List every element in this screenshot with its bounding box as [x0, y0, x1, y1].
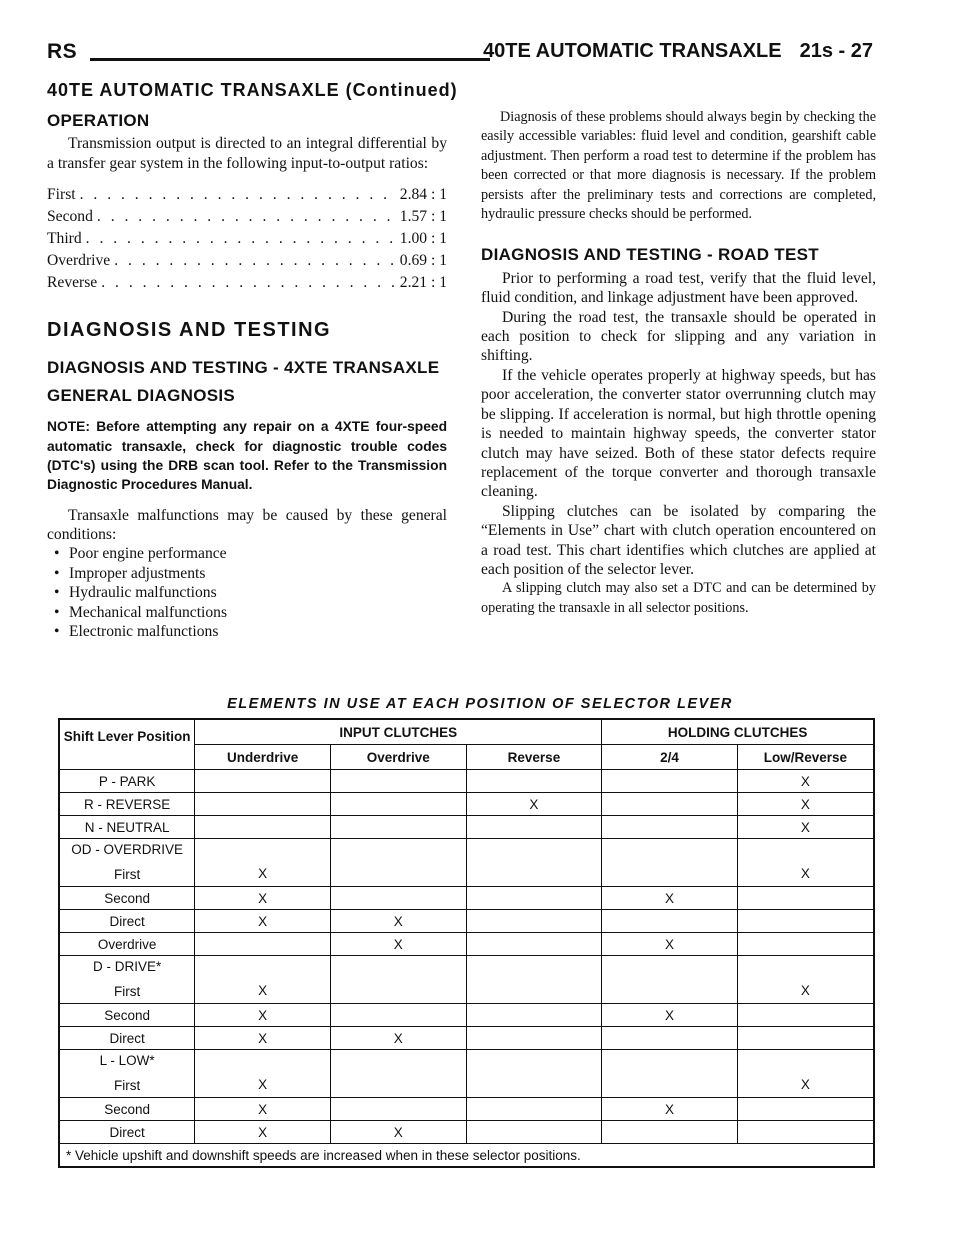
diagnosis-subheading-2: GENERAL DIAGNOSIS	[47, 386, 236, 406]
column-header: Low/Reverse	[737, 745, 874, 770]
gear-ratio: 2.84 : 1	[399, 186, 447, 204]
element-cell	[466, 816, 602, 839]
element-cell: X	[602, 887, 737, 910]
element-cell	[737, 1050, 874, 1098]
table-row	[59, 910, 874, 933]
element-cell: X	[195, 1121, 331, 1144]
column-header: Reverse	[466, 745, 602, 770]
element-cell	[602, 1050, 737, 1098]
table-row	[59, 933, 874, 956]
list-item: • Mechanical malfunctions	[47, 603, 447, 622]
element-cell	[330, 793, 466, 816]
column-header: 2/4	[602, 745, 737, 770]
element-cell	[330, 839, 466, 887]
element-cell	[330, 816, 466, 839]
header-manual-title: 40TE AUTOMATIC TRANSAXLE	[483, 40, 782, 62]
element-mark: X	[800, 1077, 810, 1092]
road-test-p5: A slipping clutch may also set a DTC and can be determined by operating the transaxle in all selector positions.	[481, 580, 876, 616]
list-item: • Hydraulic malfunctions	[47, 583, 447, 602]
gear-name: Overdrive	[47, 252, 111, 270]
element-cell: X	[195, 910, 331, 933]
element-cell	[466, 1050, 602, 1098]
gear-ratio-row	[47, 251, 447, 273]
element-cell: X	[330, 1121, 466, 1144]
element-cell	[466, 910, 602, 933]
element-cell: X	[602, 1004, 737, 1027]
position-cell: Second	[59, 1098, 195, 1121]
element-cell: X	[330, 933, 466, 956]
gear-ratio-row	[47, 229, 447, 251]
gear-name: Third	[47, 230, 82, 248]
right-column	[481, 108, 876, 618]
road-test-p4: Slipping clutches can be isolated by comparing the “Elements in Use” chart with clutch operation encountered on a road test. This chart identifies which clutches are applied at each position of the selector lever.	[481, 502, 876, 578]
gear-ratio: 2.21 : 1	[399, 274, 447, 292]
list-item: • Improper adjustments	[47, 564, 447, 583]
position-cell	[59, 1050, 195, 1098]
gear-ratio-row	[47, 207, 447, 229]
element-cell	[602, 839, 737, 887]
position-label: First	[114, 1078, 141, 1093]
position-cell: Direct	[59, 910, 195, 933]
diagnosis-heading: DIAGNOSIS AND TESTING	[47, 319, 332, 342]
gear-name: First	[47, 186, 76, 204]
element-cell	[466, 839, 602, 887]
operation-intro: Transmission output is directed to an integral differential by a transfer gear system in the following input-to-output ratios:	[47, 135, 447, 172]
position-group-label: L - LOW*	[99, 1053, 155, 1068]
input-clutches-header: INPUT CLUTCHES	[195, 719, 602, 745]
element-cell: X	[602, 933, 737, 956]
diagnosis-note: NOTE: Before attempting any repair on a 4XTE four-speed automatic transaxle, check for diagnostic trouble codes (DTC's) using the DRB scan tool. Refer to the Transmission Diagnostic Procedures Manual.	[47, 419, 447, 493]
element-cell	[195, 1050, 331, 1098]
column-header: Underdrive	[195, 745, 331, 770]
table-body	[59, 770, 874, 1144]
element-mark: X	[800, 866, 810, 881]
table-row	[59, 1121, 874, 1144]
list-item: • Poor engine performance	[47, 544, 447, 563]
element-cell	[330, 770, 466, 793]
position-group-label: OD - OVERDRIVE	[71, 842, 183, 857]
element-mark: X	[258, 1077, 268, 1092]
element-cell	[330, 887, 466, 910]
position-cell: Overdrive	[59, 933, 195, 956]
table-row	[59, 839, 874, 887]
position-cell: R - REVERSE	[59, 793, 195, 816]
position-group-label: D - DRIVE*	[92, 959, 162, 974]
column-header: Overdrive	[330, 745, 466, 770]
table-row	[59, 1098, 874, 1121]
element-cell	[602, 910, 737, 933]
table-row	[59, 793, 874, 816]
table-row	[59, 1004, 874, 1027]
position-cell: Direct	[59, 1027, 195, 1050]
element-cell	[330, 1098, 466, 1121]
elements-in-use-table	[58, 718, 875, 1168]
header-title	[483, 40, 873, 63]
position-cell	[59, 839, 195, 887]
list-item: • Electronic malfunctions	[47, 622, 447, 641]
element-cell	[466, 956, 602, 1004]
operation-heading: OPERATION	[47, 111, 150, 130]
position-cell	[59, 956, 195, 1004]
gear-ratio-list	[47, 185, 447, 295]
element-cell	[330, 1004, 466, 1027]
position-cell: N - NEUTRAL	[59, 816, 195, 839]
element-cell	[466, 770, 602, 793]
element-cell	[602, 1121, 737, 1144]
road-test-p2: During the road test, the transaxle should be operated in each position to check for slipping and any variation in shifting.	[481, 308, 876, 365]
element-cell	[195, 839, 331, 887]
holding-clutches-header: HOLDING CLUTCHES	[602, 719, 874, 745]
gear-ratio: 1.00 : 1	[399, 230, 447, 248]
element-cell	[466, 1027, 602, 1050]
element-cell	[737, 1098, 874, 1121]
element-cell: X	[737, 770, 874, 793]
element-cell	[737, 1121, 874, 1144]
road-test-p3: If the vehicle operates properly at highway speeds, but has poor acceleration, the converter stator overrunning clutch may be slipping. If acceleration is normal, but high throttle opening is needed to maintain highway speeds, the converter stator clutch may have seized. Both of these stator defects require replacement of the torque converter and thorough transaxle cleaning.	[481, 366, 876, 501]
gear-name: Reverse	[47, 274, 98, 292]
element-cell	[466, 933, 602, 956]
table-footnote: * Vehicle upshift and downshift speeds are increased when in these selector positions.	[59, 1144, 874, 1168]
gear-ratio-row	[47, 273, 447, 295]
element-cell	[466, 1004, 602, 1027]
element-cell: X	[737, 816, 874, 839]
element-cell: X	[737, 793, 874, 816]
table-row	[59, 956, 874, 1004]
position-label: First	[114, 984, 141, 999]
element-cell	[195, 770, 331, 793]
element-cell: X	[195, 1098, 331, 1121]
element-cell	[330, 1050, 466, 1098]
table-title: ELEMENTS IN USE AT EACH POSITION OF SELECTOR LEVER	[227, 696, 733, 712]
position-cell: Second	[59, 1004, 195, 1027]
table-row	[59, 887, 874, 910]
malfunction-intro: Transaxle malfunctions may be caused by these general conditions:	[47, 506, 447, 544]
element-cell	[602, 793, 737, 816]
element-cell	[602, 770, 737, 793]
page-number: 21s - 27	[799, 40, 873, 62]
table-row	[59, 816, 874, 839]
element-cell	[737, 933, 874, 956]
position-cell: P - PARK	[59, 770, 195, 793]
element-cell	[466, 1098, 602, 1121]
table-row	[59, 1050, 874, 1098]
element-mark: X	[800, 983, 810, 998]
element-cell	[466, 887, 602, 910]
gear-ratio: 0.69 : 1	[399, 252, 447, 270]
element-cell: X	[330, 910, 466, 933]
element-cell	[602, 816, 737, 839]
position-cell: Direct	[59, 1121, 195, 1144]
left-column	[47, 108, 447, 641]
element-mark: X	[258, 983, 268, 998]
shift-lever-header: Shift Lever Position	[59, 719, 195, 770]
continued-heading: 40TE AUTOMATIC TRANSAXLE (Continued)	[47, 80, 458, 100]
element-cell	[737, 1027, 874, 1050]
element-cell	[330, 956, 466, 1004]
gear-ratio: 1.57 : 1	[399, 208, 447, 226]
element-cell	[737, 1004, 874, 1027]
diagnosis-subheading-1: DIAGNOSIS AND TESTING - 4XTE TRANSAXLE	[47, 357, 440, 377]
diagnosis-paragraph: Diagnosis of these problems should always begin by checking the easily accessible variables: fluid level and condition, gearshift cable adjustment. Then perform a road test to determine if the problem has been corrected or that more diagnosis is necessary. If the problem persists after the preliminary tests and corrections are completed, hydraulic pressure checks should be performed.	[481, 109, 876, 223]
element-cell	[602, 1027, 737, 1050]
condition-list	[47, 544, 447, 641]
road-test-heading: DIAGNOSIS AND TESTING - ROAD TEST	[481, 245, 819, 265]
element-cell: X	[195, 887, 331, 910]
element-cell	[737, 839, 874, 887]
element-cell	[195, 816, 331, 839]
element-mark: X	[258, 866, 268, 881]
element-cell: X	[330, 1027, 466, 1050]
gear-name: Second	[47, 208, 93, 226]
element-cell: X	[602, 1098, 737, 1121]
element-cell	[737, 956, 874, 1004]
element-cell	[466, 1121, 602, 1144]
element-cell	[195, 956, 331, 1004]
element-cell: X	[195, 1027, 331, 1050]
element-cell	[602, 956, 737, 1004]
position-cell: Second	[59, 887, 195, 910]
header-section-code: RS	[47, 40, 78, 63]
element-cell	[195, 793, 331, 816]
header-rule	[90, 58, 490, 61]
gear-ratio-row	[47, 185, 447, 207]
element-cell	[737, 910, 874, 933]
element-cell	[737, 887, 874, 910]
table-row	[59, 770, 874, 793]
road-test-p1: Prior to performing a road test, verify that the fluid level, fluid condition, and linkage adjustment have been approved.	[481, 269, 876, 307]
position-label: First	[114, 867, 141, 882]
element-cell: X	[466, 793, 602, 816]
element-cell: X	[195, 1004, 331, 1027]
table-row	[59, 1027, 874, 1050]
element-cell	[195, 933, 331, 956]
